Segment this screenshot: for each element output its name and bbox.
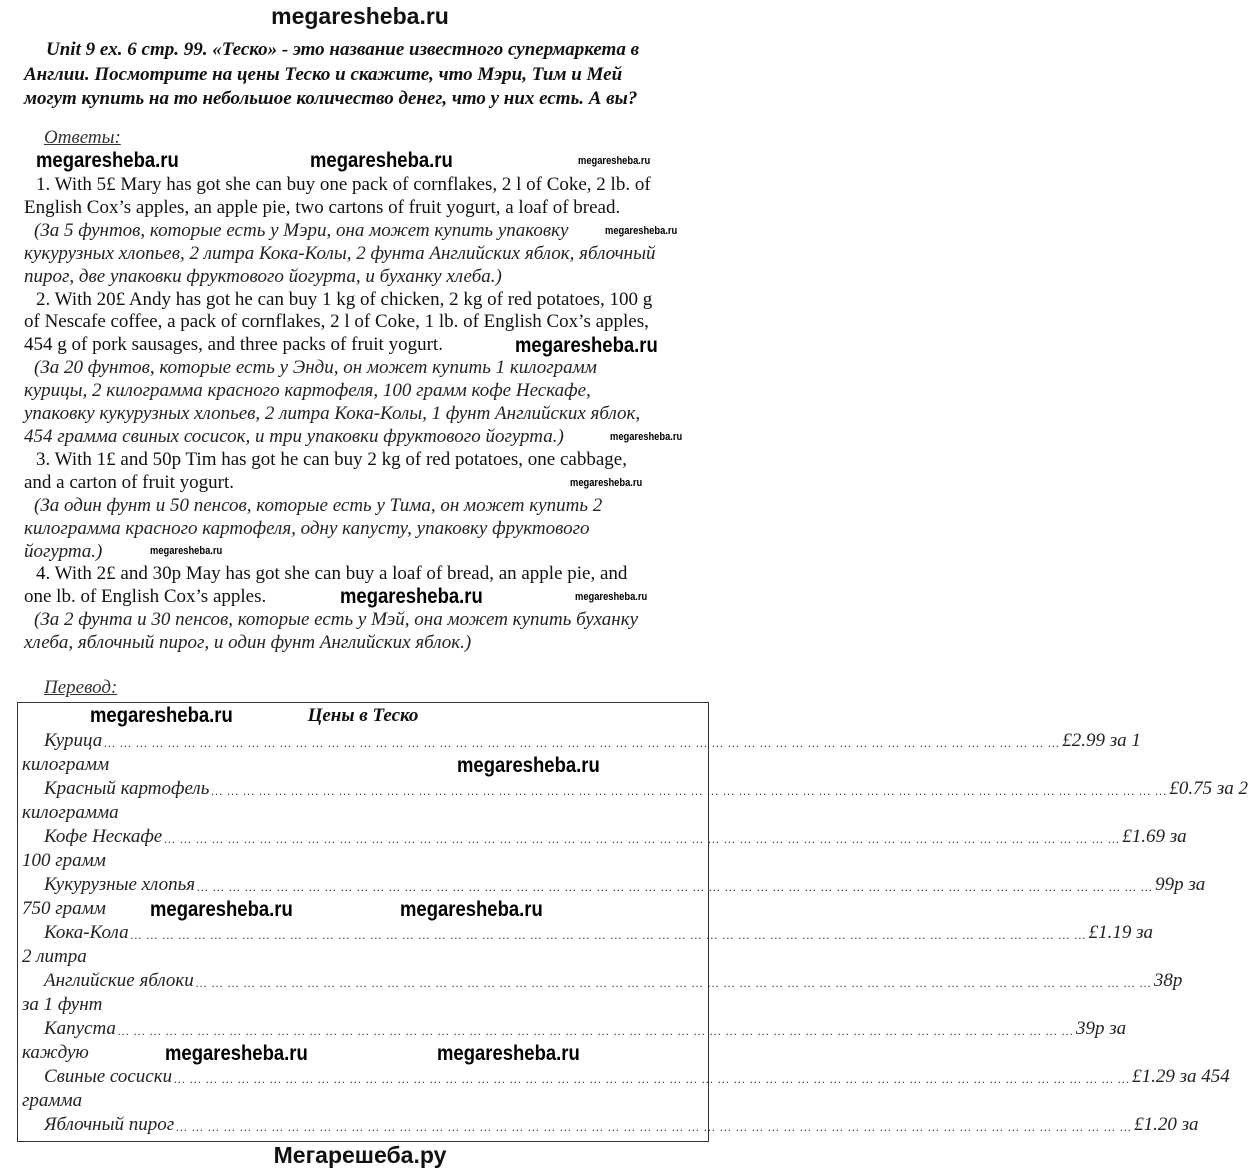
translation-line: (За 5 фунтов, которые есть у Мэри, она может купить упаковку — [34, 219, 569, 241]
translation-line: упаковку кукурузных хлопьев, 2 литра Кока-Колы, 1 фунт Английских яблок, — [24, 403, 641, 425]
watermark: megaresheba.ru — [150, 898, 293, 921]
price-row — [22, 729, 1141, 753]
price-value: £0.75 за 2 — [1169, 778, 1248, 799]
answer-line: one lb. of English Cox’s apples. — [24, 586, 267, 608]
answer-line: 2. With 20£ Andy has got he can buy 1 kg of chicken, 2 kg of red potatoes, 100 g — [36, 288, 653, 310]
price-item-name: Английские яблоки — [44, 970, 194, 991]
dot-leader: ... ... ... ... ... ... ... ... ... ... ... ... ... ... ... ... ... ... ... ... ... ... ... ... ... ... ... ... ... ... ... ... ... ... ... ... ... ... ... ... ... ... ... ... ... ... ... ... ... ... ... ... ... ... ... ... ... ... ... ... — [104, 736, 1061, 750]
price-list — [18, 729, 1248, 1137]
translation-line: (За 2 фунта и 30 пенсов, которые есть у Мэй, она может купить буханку — [34, 609, 639, 631]
answer-line: 4. With 2£ and 30p May has got she can buy a loaf of bread, an apple pie, and — [36, 563, 628, 585]
price-unit: за 1 фунт — [22, 994, 103, 1015]
prices-title: Цены в Теско — [307, 705, 419, 726]
price-item-name: Свиные сосиски — [44, 1066, 173, 1087]
price-row — [22, 777, 1248, 801]
price-value: £2.99 за 1 — [1062, 730, 1141, 751]
dot-leader: ... ... ... ... ... ... ... ... ... ... ... ... ... ... ... ... ... ... ... ... ... ... ... ... ... ... ... ... ... ... ... ... ... ... ... ... ... ... ... ... ... ... ... ... ... ... ... ... ... ... ... ... ... ... ... ... ... ... ... ... — [195, 976, 1152, 990]
translation-line: (За один фунт и 50 пенсов, которые есть у Тима, он может купить 2 — [34, 494, 603, 516]
watermark: megaresheba.ru — [437, 1042, 580, 1065]
task-heading — [24, 38, 704, 112]
translation-line: кукурузных хлопьев, 2 литра Кока-Колы, 2 фунта Английских яблок, яблочный — [24, 242, 656, 264]
price-row — [22, 1113, 1199, 1137]
dot-leader: ... ... ... ... ... ... ... ... ... ... ... ... ... ... ... ... ... ... ... ... ... ... ... ... ... ... ... ... ... ... ... ... ... ... ... ... ... ... ... ... ... ... ... ... ... ... ... ... ... ... ... ... ... ... ... ... ... ... ... ... — [176, 1120, 1133, 1134]
watermark: megaresheba.ru — [570, 477, 643, 489]
price-value: 39р за — [1075, 1018, 1127, 1039]
price-value: 99р за — [1155, 874, 1206, 895]
price-unit: 750 грамм — [22, 898, 106, 919]
translation-line: хлеба, яблочный пирог, и один фунт Английских яблок.) — [24, 632, 472, 654]
answer-line: 1. With 5£ Mary has got she can buy one pack of cornflakes, 2 l of Coke, 2 lb. of — [36, 174, 651, 195]
price-unit: килограмм — [22, 754, 110, 775]
translation-line: курицы, 2 килограмма красного картофеля, 100 грамм кофе Нескафе, — [24, 380, 591, 402]
price-row — [22, 969, 1183, 993]
answer-line: of Nescafe coffee, a pack of cornflakes, 2 l of Coke, 1 lb. of English Cox’s apples, — [24, 311, 649, 333]
watermark: megaresheba.ru — [400, 898, 543, 921]
watermark: megaresheba.ru — [340, 585, 483, 608]
price-row — [22, 921, 1153, 945]
price-row — [22, 1065, 1230, 1089]
price-row — [22, 873, 1206, 897]
translation-line: 454 грамма свиных сосисок, и три упаковки фруктового йогурта.) — [24, 425, 564, 447]
translation-line: пирог, две упаковки фруктового йогурта, и буханку хлеба.) — [24, 265, 502, 287]
watermark: megaresheba.ru — [515, 334, 658, 357]
watermark: megaresheba.ru — [605, 225, 678, 237]
translation-line: (За 20 фунтов, которые есть у Энди, он может купить 1 килограмм — [34, 357, 597, 379]
footer-title: Мегарешеба.ру — [273, 1142, 447, 1168]
watermark: megaresheba.ru — [575, 591, 648, 603]
watermark: megaresheba.ru — [165, 1042, 308, 1065]
watermark: megaresheba.ru — [150, 545, 223, 557]
answer-line: 3. With 1£ and 50p Tim has got he can buy 2 kg of red potatoes, one cabbage, — [36, 448, 627, 470]
watermark: megaresheba.ru — [610, 431, 683, 443]
dot-leader: ... ... ... ... ... ... ... ... ... ... ... ... ... ... ... ... ... ... ... ... ... ... ... ... ... ... ... ... ... ... ... ... ... ... ... ... ... ... ... ... ... ... ... ... ... ... ... ... ... ... ... ... ... ... ... ... ... ... ... ... — [211, 784, 1168, 798]
watermark: megaresheba.ru — [36, 149, 179, 172]
answers-body — [24, 174, 714, 655]
dot-leader: ... ... ... ... ... ... ... ... ... ... ... ... ... ... ... ... ... ... ... ... ... ... ... ... ... ... ... ... ... ... ... ... ... ... ... ... ... ... ... ... ... ... ... ... ... ... ... ... ... ... ... ... ... ... ... ... ... ... ... ... — [117, 1024, 1074, 1038]
price-value: £1.20 за — [1134, 1114, 1199, 1135]
price-unit: килограмма — [22, 802, 119, 823]
price-item-name: Кофе Нескафе — [44, 826, 163, 847]
price-item-name: Капуста — [44, 1018, 116, 1039]
task-line: Англии. Посмотрите на цены Теско и скажите, что Мэри, Тим и Мей — [24, 63, 623, 85]
dot-leader: ... ... ... ... ... ... ... ... ... ... ... ... ... ... ... ... ... ... ... ... ... ... ... ... ... ... ... ... ... ... ... ... ... ... ... ... ... ... ... ... ... ... ... ... ... ... ... ... ... ... ... ... ... ... ... ... ... ... ... ... — [174, 1072, 1131, 1086]
task-line: могут купить на то небольшое количество денег, что у них есть. А вы? — [24, 88, 638, 109]
watermark: megaresheba.ru — [310, 149, 453, 172]
answers-heading: Ответы: — [44, 127, 121, 148]
price-item-name: Яблочный пирог — [44, 1114, 175, 1135]
watermark: megaresheba.ru — [90, 704, 233, 727]
price-unit: каждую — [22, 1042, 89, 1063]
price-unit: 100 грамм — [22, 850, 106, 871]
price-unit: 2 литра — [22, 946, 87, 967]
price-row — [22, 1017, 1127, 1041]
price-unit: грамма — [22, 1090, 83, 1111]
price-item-name: Красный картофель — [44, 778, 210, 799]
price-item-name: Курица — [44, 730, 103, 751]
price-value: £1.19 за — [1088, 922, 1153, 943]
price-value: £1.29 за 454 — [1132, 1066, 1230, 1087]
translation-line: йогурта.) — [24, 540, 103, 562]
prices-box — [17, 702, 1248, 1142]
task-line: Unit 9 ex. 6 стр. 99. «Теско» - это название известного супермаркета в — [46, 39, 640, 60]
translation-heading: Перевод: — [44, 677, 118, 698]
watermark: megaresheba.ru — [457, 754, 600, 777]
price-row — [22, 825, 1187, 849]
watermark: megaresheba.ru — [578, 155, 651, 167]
dot-leader: ... ... ... ... ... ... ... ... ... ... ... ... ... ... ... ... ... ... ... ... ... ... ... ... ... ... ... ... ... ... ... ... ... ... ... ... ... ... ... ... ... ... ... ... ... ... ... ... ... ... ... ... ... ... ... ... ... ... ... ... — [164, 832, 1121, 846]
price-value: £1.69 за — [1122, 826, 1187, 847]
translation-line: килограмма красного картофеля, одну капусту, упаковку фруктового — [24, 517, 590, 539]
price-value: 38р — [1153, 970, 1183, 991]
answer-line: and a carton of fruit yogurt. — [24, 471, 234, 493]
price-item-name: Кока-Кола — [44, 922, 129, 943]
dot-leader: ... ... ... ... ... ... ... ... ... ... ... ... ... ... ... ... ... ... ... ... ... ... ... ... ... ... ... ... ... ... ... ... ... ... ... ... ... ... ... ... ... ... ... ... ... ... ... ... ... ... ... ... ... ... ... ... ... ... ... ... — [197, 880, 1154, 894]
answer-line: English Cox’s apples, an apple pie, two cartons of fruit yogurt, a loaf of bread. — [24, 196, 621, 218]
dot-leader: ... ... ... ... ... ... ... ... ... ... ... ... ... ... ... ... ... ... ... ... ... ... ... ... ... ... ... ... ... ... ... ... ... ... ... ... ... ... ... ... ... ... ... ... ... ... ... ... ... ... ... ... ... ... ... ... ... ... ... ... — [130, 928, 1087, 942]
answer-line: 454 g of pork sausages, and three packs of fruit yogurt. — [24, 334, 443, 356]
site-title: megaresheba.ru — [271, 3, 449, 29]
price-item-name: Кукурузные хлопья — [44, 874, 196, 895]
